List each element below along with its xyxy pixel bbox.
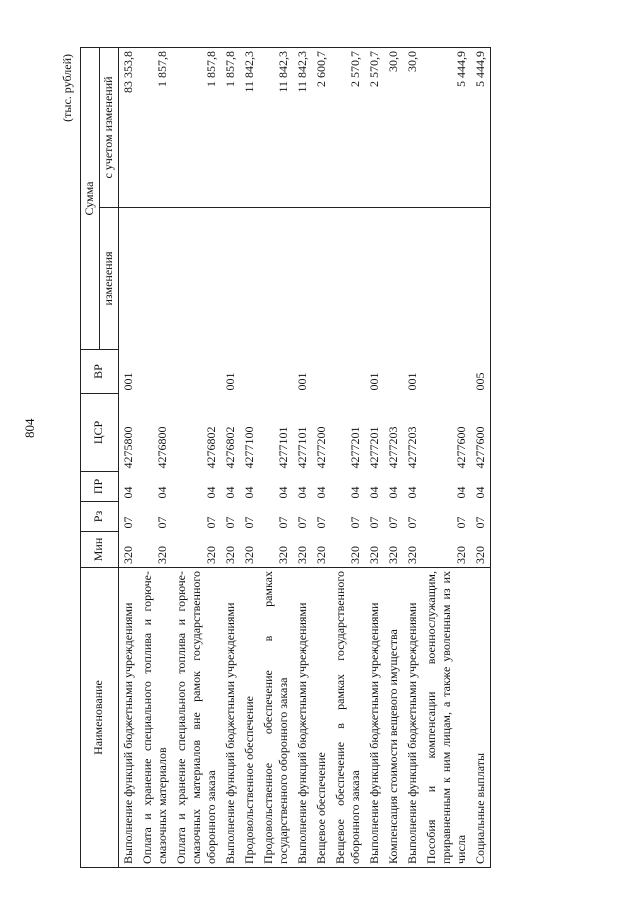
row-pr: 04: [154, 486, 169, 499]
row-pr: 04: [366, 486, 381, 499]
row-changes: [172, 208, 221, 350]
row-pr: 04: [241, 486, 256, 499]
row-rz: 07: [347, 516, 362, 529]
page-number: 804: [22, 418, 37, 438]
row-csr: 4276802: [203, 426, 218, 469]
header-csr: ЦСР: [81, 394, 119, 472]
header-name: Наименование: [81, 568, 119, 868]
table-row: [240, 47, 259, 867]
row-pr: 04: [203, 486, 218, 499]
row-name: Оплата и хранение специального топлива и горюче-смазочных материалов: [138, 568, 172, 868]
row-csr: 4277201: [366, 426, 381, 469]
row-total: 11 842,3: [293, 47, 312, 207]
table-row: [403, 47, 422, 867]
row-rz: 07: [385, 516, 400, 529]
header-pr: ПР: [81, 472, 119, 502]
row-name: Вещевое обеспечение: [312, 568, 331, 868]
row-csr: 4277100: [241, 426, 256, 469]
row-vr: 001: [120, 372, 135, 391]
table-row: [293, 47, 312, 867]
row-vr: 001: [366, 372, 381, 391]
row-rz: 07: [120, 516, 135, 529]
row-rz: 07: [313, 516, 328, 529]
table-row: [221, 47, 240, 867]
row-changes: [331, 208, 365, 350]
row-pr: 04: [347, 486, 362, 499]
row-vr: [240, 350, 259, 394]
row-pr: 04: [275, 486, 290, 499]
row-changes: [221, 208, 240, 350]
row-pr: 04: [385, 486, 400, 499]
row-pr: 04: [222, 486, 237, 499]
row-vr: [259, 350, 293, 394]
row-total: 30,0: [384, 47, 403, 207]
row-csr: 4277600: [453, 426, 468, 469]
row-pr: 04: [471, 472, 491, 502]
row-csr: 4277203: [385, 426, 400, 469]
table-row: [312, 47, 331, 867]
table-row: [384, 47, 403, 867]
row-rz: 07: [203, 516, 218, 529]
row-min: 320: [294, 546, 309, 564]
row-name: Вещевое обеспечение в рамках государственного оборонного заказа: [331, 568, 365, 868]
row-changes: [384, 208, 403, 350]
units-label: (тыс. рублей): [60, 54, 74, 122]
header-vr: ВР: [81, 350, 119, 394]
row-rz: 07: [154, 516, 169, 529]
table-row: [138, 47, 172, 867]
row-changes: [365, 208, 384, 350]
table-row: [365, 47, 384, 867]
row-csr: 4275800: [120, 426, 135, 469]
row-name: Социальные выплаты: [471, 568, 491, 868]
row-min: 320: [120, 546, 135, 564]
row-total: 11 842,3: [240, 47, 259, 207]
row-csr: 4277201: [347, 426, 362, 469]
row-vr: [331, 350, 365, 394]
row-min: 320: [453, 546, 468, 564]
row-vr: 001: [294, 372, 309, 391]
header-changes: изменения: [99, 208, 118, 350]
row-pr: 04: [313, 486, 328, 499]
row-min: 320: [347, 546, 362, 564]
row-vr: 001: [404, 372, 419, 391]
row-rz: 07: [294, 516, 309, 529]
row-total: 1 857,8: [221, 47, 240, 207]
row-min: 320: [471, 532, 491, 568]
row-rz: 07: [453, 516, 468, 529]
row-pr: 04: [294, 486, 309, 499]
row-changes: [240, 208, 259, 350]
row-vr: 005: [471, 350, 491, 394]
row-total: 5 444,9: [422, 47, 471, 207]
row-vr: [422, 350, 471, 394]
row-name: Продовольственное обеспечение: [240, 568, 259, 868]
row-min: 320: [203, 546, 218, 564]
row-csr: 4276802: [222, 426, 237, 469]
row-min: 320: [275, 546, 290, 564]
row-name: Оплата и хранение специального топлива и горюче-смазочных материалов вне рамок государственного оборонного заказа: [172, 568, 221, 868]
row-vr: [384, 350, 403, 394]
row-vr: [172, 350, 221, 394]
row-total: 30,0: [403, 47, 422, 207]
row-changes: [293, 208, 312, 350]
row-min: 320: [366, 546, 381, 564]
row-total: 1 857,8: [138, 47, 172, 207]
row-changes: [138, 208, 172, 350]
header-with-changes: с учетом изменений: [99, 47, 118, 207]
row-changes: [403, 208, 422, 350]
row-rz: 07: [222, 516, 237, 529]
row-min: 320: [385, 546, 400, 564]
row-rz: 07: [366, 516, 381, 529]
row-name: Пособия и компенсации военнослужащим, приравненным к ним лицам, а также уволенным из их числа: [422, 568, 471, 868]
row-rz: 07: [404, 516, 419, 529]
row-changes: [118, 208, 138, 350]
row-rz: 07: [275, 516, 290, 529]
row-csr: 4277600: [471, 394, 491, 472]
row-name: Продовольственное обеспечение в рамках государственного оборонного заказа: [259, 568, 293, 868]
row-vr: 001: [222, 372, 237, 391]
row-min: 320: [154, 546, 169, 564]
row-min: 320: [222, 546, 237, 564]
row-name: Выполнение функций бюджетными учреждениями: [221, 568, 240, 868]
row-total: 5 444,9: [471, 47, 491, 207]
row-changes: [259, 208, 293, 350]
row-min: 320: [404, 546, 419, 564]
row-rz: 07: [241, 516, 256, 529]
budget-table: [80, 47, 491, 868]
row-csr: 4276800: [154, 426, 169, 469]
row-name: Выполнение функций бюджетными учреждениями: [403, 568, 422, 868]
row-changes: [471, 208, 491, 350]
table-row: [471, 47, 491, 867]
row-name: Выполнение функций бюджетными учреждениями: [118, 568, 138, 868]
row-csr: 4277200: [313, 426, 328, 469]
budget-table-page: [40, 48, 610, 868]
header-min: Мин: [81, 532, 119, 568]
row-min: 320: [241, 546, 256, 564]
row-changes: [312, 208, 331, 350]
row-name: Выполнение функций бюджетными учреждениями: [365, 568, 384, 868]
row-min: 320: [313, 546, 328, 564]
row-total: 1 857,8: [172, 47, 221, 207]
row-pr: 04: [453, 486, 468, 499]
table-row: [422, 47, 471, 867]
row-total: 2 570,7: [331, 47, 365, 207]
row-total: 83 353,8: [118, 47, 138, 207]
row-name: Выполнение функций бюджетными учреждениями: [293, 568, 312, 868]
row-total: 2 570,7: [365, 47, 384, 207]
row-pr: 04: [404, 486, 419, 499]
row-vr: [138, 350, 172, 394]
header-rz: Рз: [81, 502, 119, 532]
row-csr: 4277203: [404, 426, 419, 469]
row-rz: 07: [471, 502, 491, 532]
row-total: 11 842,3: [259, 47, 293, 207]
row-changes: [422, 208, 471, 350]
table-row: [331, 47, 365, 867]
row-vr: [312, 350, 331, 394]
row-csr: 4277101: [275, 426, 290, 469]
row-csr: 4277101: [294, 426, 309, 469]
row-total: 2 600,7: [312, 47, 331, 207]
table-row: [118, 47, 138, 867]
table-row: [259, 47, 293, 867]
header-sum: Сумма: [81, 47, 100, 349]
row-pr: 04: [120, 486, 135, 499]
table-row: [172, 47, 221, 867]
row-name: Компенсация стоимости вещевого имущества: [384, 568, 403, 868]
